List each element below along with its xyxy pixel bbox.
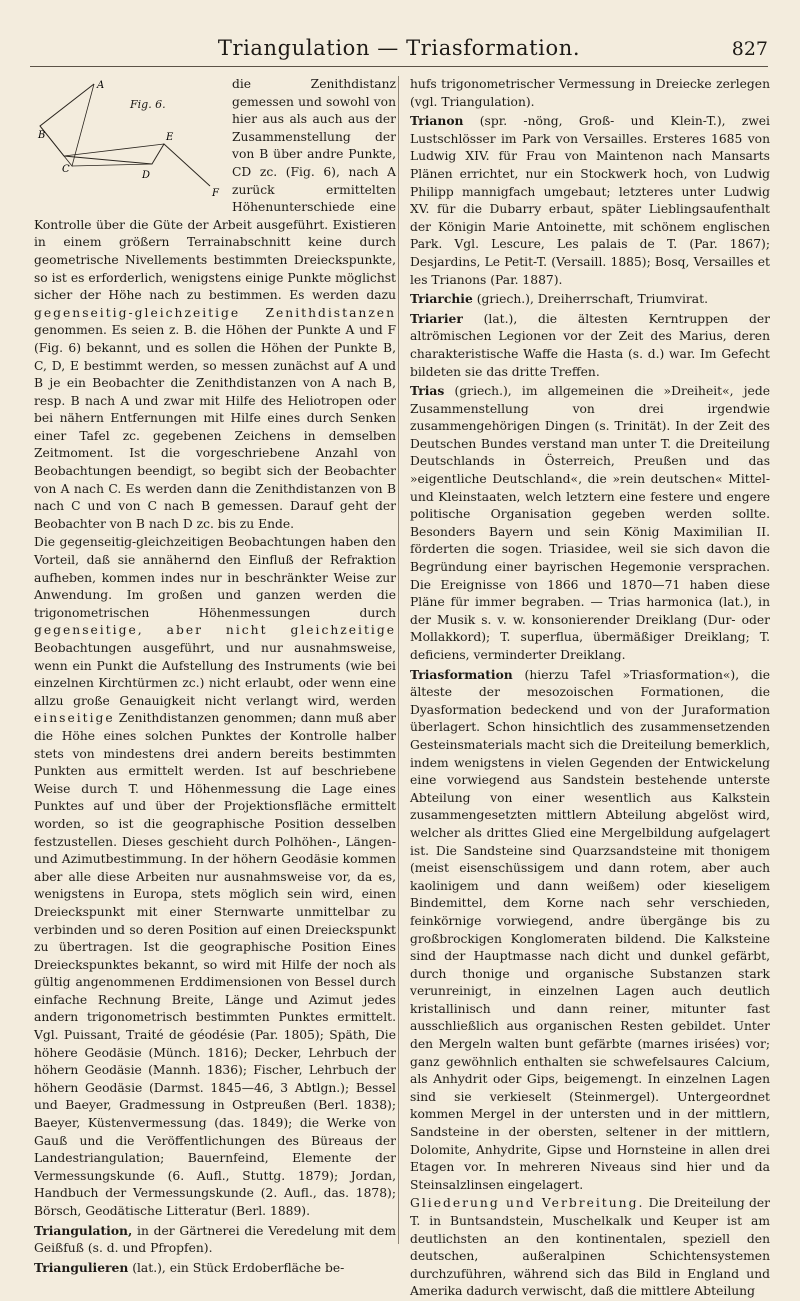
- entry-body: (griech.), Dreiherrschaft, Triumvirat.: [476, 292, 708, 307]
- page-number: 827: [731, 38, 768, 60]
- emphasized-term: gegenseitige, aber nicht gleichzeitige: [34, 623, 396, 638]
- text-run: Beobachtungen ausgeführt, und nur ausnahmsweise, wenn ein Punkt die Aufstellung des Instruments (wie bei einzelnen Kirchtürmen zc.) nicht erlaubt, oder wenn eine allzu große Genauigkeit nicht verlangt wird, werden: [34, 641, 396, 708]
- entry: [34, 1222, 396, 1258]
- left-column: [34, 76, 396, 1275]
- text-run: die Zenithdistanz gemessen und sowohl von hier aus als auch aus der Zusammenstellung der von B über andre Punkte, CD zc. (Fig. 6), nach A zurück ermittelten Höhenunterschiede eine Kontrolle über die Güte der Arbeit ausgeführt. Existieren in einem größern Terrainabschnitt keine durch geometrische Nivellements bestimmten Dreieckspunkte, so ist es erforderlich, wenigstens einige Punkte möglichst sicher der Höhe nach zu bestimmen. Es werden dazu: [34, 77, 396, 303]
- point-b-label: B: [38, 130, 46, 141]
- paragraph: [410, 1195, 770, 1301]
- entry-body: (spr. -nöng, Groß- und Klein-T.), zwei Lustschlösser im Park von Versailles. Ersteres 1685 von Ludwig XIV. für Frau von Maintenon nach Mansarts Plänen errichtet, nur ein Stockwerk hoch, von Ludwig Philipp mannigfach umgebaut; letzteres unter Ludwig XV. für die Dubarry erbaut, später Lieblingsaufenthalt der Königin Marie Antoinette, mit schönem englischen Park. Vgl. Lescure, Les palais de T. (Par. 1867); Desjardins, Le Petit-T. (Versaill. 1885); Bosq, Versailles et les Trianons (Par. 1887).: [410, 114, 770, 287]
- page-header-title: Triangulation — Triasformation.: [217, 36, 581, 60]
- right-column: [410, 76, 770, 1299]
- entry: [410, 666, 770, 1195]
- paragraph: [34, 534, 396, 1220]
- point-e-label: E: [166, 132, 174, 143]
- text-run: Die gegenseitig-gleichzeitigen Beobachtungen haben den Vorteil, daß sie annähernd den Einfluß der Refraktion aufheben, kommen indes nur in beschränkter Weise zur Anwendung. Im großen und ganzen werden die trigonometrischen Höhenmessungen durch: [34, 535, 396, 620]
- entry-headword: Triasformation: [410, 666, 513, 682]
- emphasized-term: gegenseitig-gleichzeitige Zenithdistanzen: [34, 305, 396, 320]
- entry-body: (lat.), die ältesten Kerntruppen der altrömischen Legionen vor der Zeit des Marius, deren charakteristische Waffe die Hasta (s. d.) war. Im Gefecht bildeten sie das dritte Treffen.: [410, 311, 770, 379]
- entry-headword: Triarier: [410, 310, 463, 326]
- entry-body: in der Gärtnerei die Veredelung mit dem Geißfuß (s. d. und Pfropfen).: [34, 1223, 396, 1256]
- subsection-heading: Gliederung und Verbreitung.: [410, 1196, 645, 1211]
- entry-body: (griech.), im allgemeinen die »Dreiheit«, jede Zusammenstellung von drei irgendwie zusammengehörigen Dingen (s. Trinität). In der Zeit des Deutschen Bundes verstand man unter T. die Dreiteilung Deutschlands in Österreich, Preußen und das »eigentliche Deutschland«, die »rein deutschen« Mittel- und Kleinstaaten, welch letztern eine festere und engere politische Organisation gegeben werden sollte. Besonders Bayern und sein König Maximilian II. förderten die sogen. Triasidee, weil sie sich davon die Begründung einer bayrischen Hegemonie versprachen. Die Ereignisse von 1866 und 1870—71 haben diese Pläne für immer begraben. — Trias harmonica (lat.), in der Musik s. v. w. konsonierender Dreiklang (Dur- oder Mollakkord); T. superflua, übermäßiger Dreiklang; T. deficiens, verminderter Dreiklang.: [410, 384, 770, 662]
- column-divider: [398, 76, 399, 1244]
- entry: [34, 1259, 396, 1278]
- entry-headword: Triangulieren: [34, 1259, 129, 1275]
- entry-headword: Trianon: [410, 113, 464, 129]
- point-a-label: A: [97, 80, 105, 91]
- figure-6: [34, 80, 224, 210]
- emphasized-term: einseitige: [34, 711, 115, 726]
- entry: [410, 310, 770, 381]
- figure-label: Fig. 6.: [130, 98, 166, 111]
- entry-body: (lat.), ein Stück Erdoberfläche be-: [132, 1260, 345, 1275]
- entry-headword: Triangulation,: [34, 1222, 133, 1238]
- point-f-label: F: [212, 188, 219, 199]
- entry: [410, 290, 770, 309]
- entry-body: (hierzu Tafel »Triasformation«), die älteste der mesozoischen Formationen, die Dyasformation bedeckend und von der Juraformation überlagert. Schon hinsichtlich des zusammensetzenden Gesteinsmaterials macht sich die Dreiteilung bemerklich, indem wenigstens in vielen Gegenden der Entwickelung eine vorwiegend aus Sandstein bestehende unterste Abteilung von einer wesentlich aus Kalkstein zusammengesetzten mittlern Abteilung abgelöst wird, welcher als drittes Glied eine Mergelbildung aufgelagert ist. Die Sandsteine sind Quarzsandsteine mit thonigem (meist eisenschüssigem und dann rotem, aber auch kaolinigem und dann weißem) oder kieseligem Bindemittel, dem Korne nach sehr verschieden, feinkörnige vorwiegend, andre übergänge bis zu großbrockigen Konglomeraten bildend. Die Kalksteine sind der Hauptmasse nach dicht und dunkel gefärbt, durch thonige und organische Substanzen stark verunreinigt, in einzelnen Lagen auch deutlich kristallinisch und dann reiner, mitunter fast ausschließlich aus organischen Resten gebildet. Unter den Mergeln walten bunt gefärbte (marnes irisées) vor; ganz gewöhnlich enthalten sie schwefelsaures Calcium, als Anhydrit oder Gips, beigemengt. In einzelnen Lagen sind sie verkieselt (Steinmergel). Untergeordnet kommen Mergel in der untersten und in der mittlern, Sandsteine in der obersten, seltener in der mittlern, Dolomite, Anhydrite, Gipse und Hornsteine in allen drei Etagen vor. In mehreren Niveaus sind hier und da Steinsalzlinsen eingelagert.: [410, 667, 770, 1192]
- point-c-label: C: [62, 164, 70, 175]
- entry: [410, 112, 770, 289]
- triangulation-diagram: [34, 80, 224, 210]
- running-header: [30, 36, 768, 67]
- text-run: genommen. Es seien z. B. die Höhen der Punkte A und F (Fig. 6) bekannt, und es sollen die Höhen der Punkte B, C, D, E bestimmt werden, so messen zunächst auf A und B je ein Beobachter die Zenithdistanzen von A nach B, resp. B nach A und zwar mit Hilfe des Heliotropen oder bei nähern Entfernungen mit Hilfe eines durch Senken einer Tafel zc. gegebenen Zeichens in demselben Zeitmoment. Ist die vorgeschriebene Anzahl von Beobachtungen beendigt, so begibt sich der Beobachter von A nach C. Es werden dann die Zenithdistanzen von B nach C und von C nach B gemessen. Darauf geht der Beobachter von B nach D zc. bis zu Ende.: [34, 323, 396, 531]
- paragraph: [410, 76, 770, 111]
- text-run: hufs trigonometrischer Vermessung in Dreiecke zerlegen (vgl. Triangulation).: [410, 77, 770, 109]
- text-run: Die Dreiteilung der T. in Buntsandstein, Muschelkalk und Keuper ist am deutlichsten an den kontinentalen, speziell den deutschen, außeralpinen Schichtensystemen durchzuführen, während sich das Bild in England und Amerika dadurch verwischt, daß die mittlere Abteilung: [410, 1196, 770, 1299]
- entry-headword: Trias: [410, 383, 445, 399]
- text-run: Zenithdistanzen genommen; dann muß aber die Höhe eines solchen Punktes der Kontrolle halber stets von mindestens drei andern bereits bestimmten Punkten aus ermittelt werden. Ist auf beschriebene Weise durch T. und Höhenmessung die Lage eines Punktes auf und über der Projektionsfläche ermittelt worden, so ist die geographische Position desselben festzustellen. Dieses geschieht durch Polhöhen-, Längen- und Azimutbestimmung. In der höhern Geodäsie kommen aber alle diese Arbeiten nur ausnahmsweise vor, da es, wenigstens in Europa, stets möglich sein wird, einen Dreieckspunkt mit einer Sternwarte unmittelbar zu verbinden und so deren Position auf einen Dreieckspunkt zu übertragen. Ist die geographische Position Eines Dreieckspunktes bekannt, so wird mit Hilfe der noch als gültig angenommenen Erddimensionen von Bessel durch einfache Rechnung Breite, Länge und Azimut jedes andern trigonometrisch bestimmten Punktes ermittelt. Vgl. Puissant, Traité de géodésie (Par. 1805); Späth, Die höhere Geodäsie (Münch. 1816); Decker, Lehrbuch der höhern Geodäsie (Mannh. 1836); Fischer, Lehrbuch der höhern Geodäsie (Darmst. 1845—46, 3 Abtlgn.); Bessel und Baeyer, Gradmessung in Ostpreußen (Berl. 1838); Baeyer, Küstenvermessung (das. 1849); die Werke von Gauß und die Veröffentlichungen des Büreaus der Landestriangulation; Bauernfeind, Elemente der Vermessungskunde (6. Aufl., Stuttg. 1879); Jordan, Handbuch der Vermessungskunde (2. Aufl., das. 1878); Börsch, Geodätische Litteratur (Berl. 1889).: [34, 711, 396, 1218]
- entry-headword: Triarchie: [410, 291, 473, 307]
- point-d-label: D: [142, 170, 151, 181]
- entry: [410, 382, 770, 665]
